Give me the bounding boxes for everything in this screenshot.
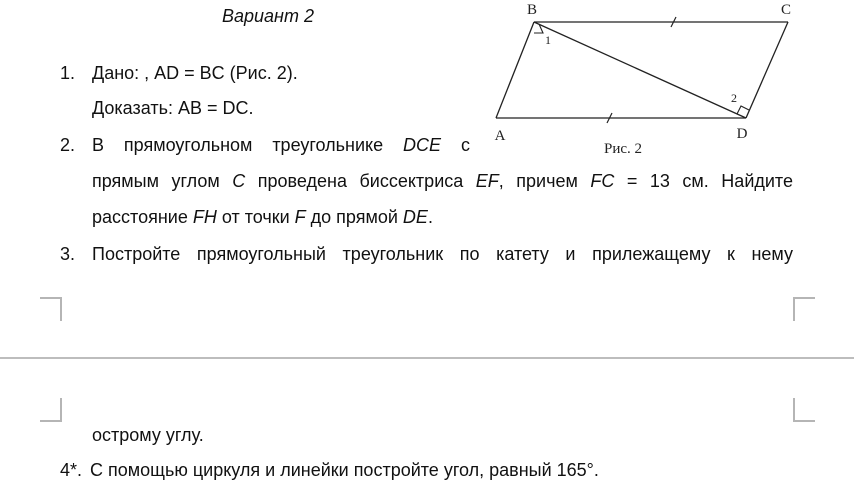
problem-2-line-2: прямым углом C проведена биссектриса EF, причем FC = 13 см. Найдите <box>92 171 793 191</box>
problem-1-prove: Доказать: AB = DC. <box>92 98 254 118</box>
angle-label-1: 1 <box>545 33 551 47</box>
figure-caption: Рис. 2 <box>603 141 643 157</box>
angle-label-2: 2 <box>731 91 737 105</box>
right-angle-d <box>737 106 749 114</box>
page-corner-bottom-left <box>40 398 62 422</box>
figure-parallelogram <box>488 0 798 160</box>
problem-2-line-3: расстояние FH от точки F до прямой DE. <box>92 207 433 227</box>
page-separator <box>0 357 854 359</box>
page-corner-top-right <box>793 297 815 321</box>
page-corner-bottom-right <box>793 398 815 422</box>
problem-4-text: С помощью циркуля и линейки постройте угол, равный 165°. <box>90 460 599 480</box>
variant-title: Вариант 2 <box>222 6 314 26</box>
problem-1-number: 1. <box>60 63 76 83</box>
label-c: C <box>780 2 792 18</box>
side-ab <box>496 22 534 118</box>
problem-3-line-2: острому углу. <box>92 425 204 445</box>
page-corner-top-left <box>40 297 62 321</box>
label-a: A <box>494 128 506 144</box>
label-d: D <box>736 126 748 142</box>
problem-3-line-1: Постройте прямоугольный треугольник по катету и прилежащему к нему <box>92 244 793 264</box>
diagonal-bd <box>534 22 746 118</box>
problem-2-number: 2. <box>60 135 76 155</box>
problem-2-line-1: В прямоугольном треугольнике DCE с <box>92 135 470 155</box>
problem-3-number: 3. <box>60 244 76 264</box>
side-cd <box>746 22 788 118</box>
label-b: B <box>526 2 538 18</box>
problem-1-given: Дано: , AD = BC (Рис. 2). <box>92 63 298 83</box>
problem-4-number: 4*. <box>60 460 83 480</box>
